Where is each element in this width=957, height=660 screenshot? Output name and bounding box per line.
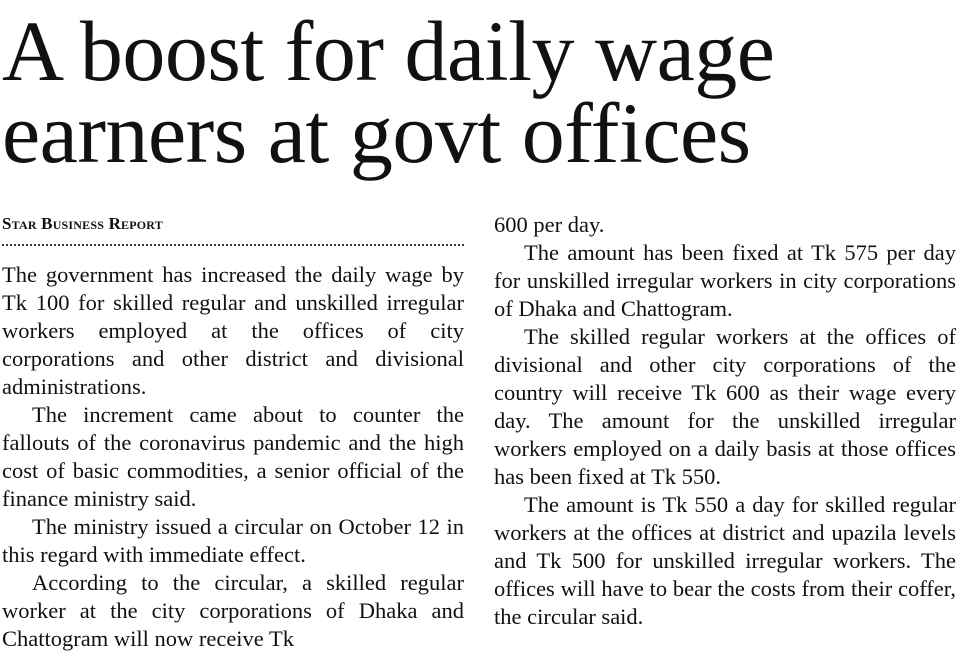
- article-column-right: [494, 211, 956, 631]
- paragraph: The government has increased the daily wage by Tk 100 for skilled regular and unskilled irregular workers employed at the offices of city corporations and other district and divisional administrations.: [2, 262, 464, 399]
- article-column-left: [2, 261, 464, 653]
- paragraph: The amount is Tk 550 a day for skilled regular workers at the offices at district and upazila levels and Tk 500 for unskilled irregular workers. The offices will have to bear the costs from their coffer, the circular said.: [494, 492, 956, 629]
- paragraph: According to the circular, a skilled regular worker at the city corporations of Dhaka and Chattogram will now receive Tk: [2, 570, 464, 651]
- paragraph: The ministry issued a circular on October 12 in this regard with immediate effect.: [2, 514, 464, 567]
- paragraph: The amount has been fixed at Tk 575 per day for unskilled irregular workers in city corporations of Dhaka and Chattogram.: [494, 240, 956, 321]
- byline: Star Business Report: [2, 214, 163, 233]
- dotted-divider: [2, 244, 464, 246]
- headline-line-1: A boost for daily wage: [2, 3, 775, 99]
- headline: [2, 0, 952, 181]
- paragraph: The skilled regular workers at the offices of divisional and other city corporations of the country will receive Tk 600 as their wage every day. The amount for the unskilled irregular workers employed on a daily basis at those offices has been fixed at Tk 550.: [494, 324, 956, 489]
- paragraph: The increment came about to counter the fallouts of the coronavirus pandemic and the high cost of basic commodities, a senior official of the finance ministry said.: [2, 402, 464, 511]
- paragraph: 600 per day.: [494, 212, 605, 237]
- headline-line-2: earners at govt offices: [2, 85, 751, 181]
